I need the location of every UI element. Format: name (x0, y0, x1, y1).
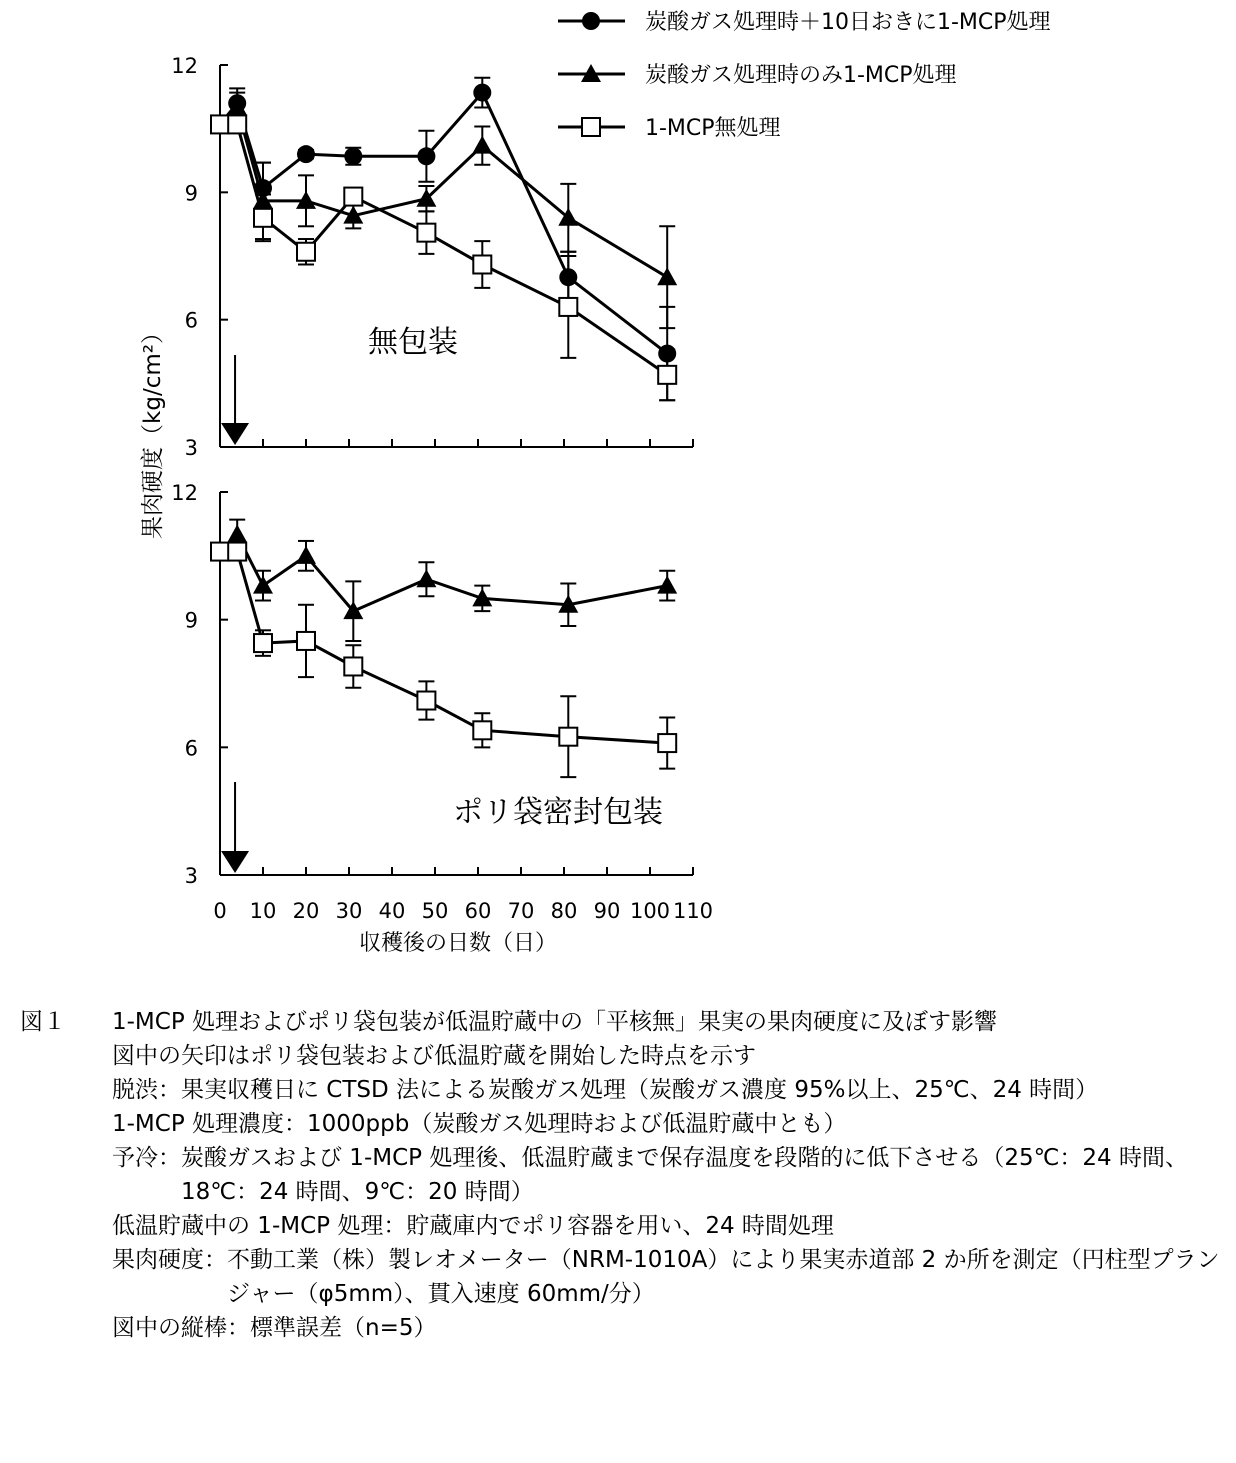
legend-marker (582, 12, 600, 30)
caption-label: 図１ (20, 1009, 66, 1035)
x-tick-label: 70 (507, 899, 535, 923)
y-tick-label: 9 (184, 608, 198, 633)
x-tick-label: 100 (629, 899, 671, 923)
x-tick-label: 80 (550, 899, 578, 923)
x-axis-label: 収穫後の日数（日） (358, 931, 558, 956)
panel-label: 無包装 (368, 325, 458, 360)
x-tick-label: 60 (464, 899, 492, 923)
caption-shibunuki-value: 果実収穫日に CTSD 法による炭酸ガス処理（炭酸ガス濃度 95%以上、25℃、24 時間） (181, 1077, 1099, 1103)
x-tick-label: 50 (421, 899, 449, 923)
data-point (228, 115, 246, 133)
y-tick-label: 12 (171, 481, 198, 505)
data-point (473, 255, 491, 273)
storage-start-arrow-head (221, 423, 249, 445)
data-point (657, 576, 677, 594)
data-point (228, 543, 246, 561)
y-tick-label: 12 (171, 54, 198, 78)
y-axis-label: 果肉硬度（kg/cm²） (140, 321, 166, 539)
caption-arrow-note: 図中の矢印はポリ袋包装および低温貯蔵を開始した時点を示す (112, 1043, 756, 1069)
caption-storage: 低温貯蔵中の 1-MCP 処理：貯蔵庫内でポリ容器を用い、24 時間処理 (112, 1213, 834, 1239)
x-tick-label: 110 (672, 899, 714, 923)
data-point (416, 569, 436, 587)
data-point (254, 209, 272, 227)
data-point (253, 576, 273, 594)
y-tick-label: 3 (184, 436, 198, 460)
y-tick-label: 3 (184, 864, 198, 888)
x-tick-label: 40 (378, 899, 406, 923)
legend-label: 炭酸ガス処理時のみ1-MCP処理 (645, 63, 957, 88)
legend (558, 10, 1051, 141)
x-tick-label: 10 (249, 899, 277, 923)
caption-precooling-key: 予冷： (112, 1145, 181, 1171)
legend-label: 炭酸ガス処理時＋10日おきに1-MCP処理 (645, 10, 1051, 35)
panel-poly-bag (171, 481, 713, 956)
data-point (211, 543, 229, 561)
data-point (417, 692, 435, 710)
figure-caption (20, 1005, 1230, 1345)
panel-unpackaged (171, 54, 693, 460)
data-point (472, 136, 492, 154)
data-point (658, 366, 676, 384)
data-point (417, 224, 435, 242)
data-point (297, 632, 315, 650)
data-point (211, 115, 229, 133)
data-point (296, 546, 316, 564)
panel-label: ポリ袋密封包装 (453, 795, 663, 830)
data-point (417, 147, 435, 165)
caption-shibunuki-key: 脱渋： (112, 1077, 181, 1103)
data-point (657, 267, 677, 285)
data-point (473, 84, 491, 102)
data-point (344, 657, 362, 675)
caption-firmness-value: 不動工業（株）製レオメーター（NRM-1010A）により果実赤道部 2 か所を測定（円柱型プランジャー（φ5mm）、貫入速度 60mm/分） (227, 1247, 1220, 1307)
series-line (220, 535, 667, 612)
data-point (344, 147, 362, 165)
data-point (658, 734, 676, 752)
legend-label: 1-MCP無処理 (645, 116, 781, 141)
y-tick-label: 9 (184, 181, 198, 206)
caption-concentration: 1-MCP 処理濃度：1000ppb（炭酸ガス処理時および低温貯蔵中とも） (112, 1111, 847, 1137)
caption-precooling (112, 1141, 1230, 1209)
data-point (473, 721, 491, 739)
data-point (254, 634, 272, 652)
x-tick-label: 20 (292, 899, 320, 923)
storage-start-arrow-head (221, 851, 249, 873)
caption-error-bars: 図中の縦棒：標準誤差（n=5） (112, 1315, 437, 1341)
y-tick-label: 6 (184, 736, 198, 761)
caption-title: 1-MCP 処理およびポリ袋包装が低温貯蔵中の「平核無」果実の果肉硬度に及ぼす影響 (112, 1009, 998, 1035)
data-point (227, 525, 247, 543)
data-point (297, 243, 315, 261)
caption-shibunuki (112, 1073, 1230, 1107)
y-tick-label: 6 (184, 308, 198, 333)
x-tick-label: 30 (335, 899, 363, 923)
series-line (220, 552, 667, 744)
legend-marker (582, 118, 600, 136)
data-point (297, 145, 315, 163)
caption-firmness (112, 1243, 1230, 1311)
series-filled-triangle (210, 520, 677, 641)
caption-precooling-value: 炭酸ガスおよび 1-MCP 処理後、低温貯蔵まで保存温度を段階的に低下させる（25℃：24 時間、18℃：24 時間、9℃：20 時間） (181, 1145, 1189, 1205)
data-point (559, 298, 577, 316)
data-point (344, 188, 362, 206)
x-tick-label: 0 (213, 899, 227, 923)
caption-firmness-key: 果肉硬度： (112, 1247, 227, 1273)
x-tick-label: 90 (593, 899, 621, 923)
data-point (559, 728, 577, 746)
series-open-square (211, 543, 676, 778)
